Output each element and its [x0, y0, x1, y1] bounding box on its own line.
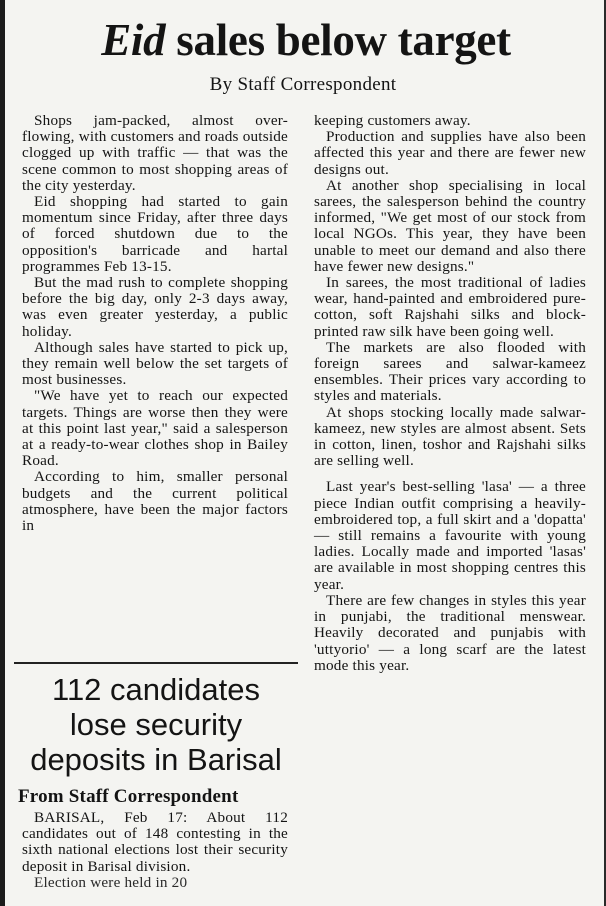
paragraph: "We have yet to reach our expected targets. Things are worse then they were at this point last year," said a salesperson at a ready-to-wear clothes shop in Bailey Road.: [22, 387, 288, 470]
story-divider: [14, 662, 298, 664]
article-column-right: [314, 113, 586, 674]
headline-line: lose security: [69, 707, 243, 742]
headline-rest: sales below target: [165, 15, 511, 65]
second-story-body: [22, 810, 288, 891]
article-column-left: [22, 113, 288, 534]
headline-eid: Eid: [101, 15, 166, 65]
paragraph: Last year's best-selling 'lasa' — a three piece Indian outfit comprising a heavily-embroidered top, a full skirt and a 'dopatta' — still remains a favourite with young ladies. Locally made and imported 'lasas' are available in most shopping centres this year.: [314, 478, 586, 593]
paragraph: BARISAL, Feb 17: About 112 candidates out of 148 contesting in the sixth national elections lost their security deposit in Barisal division.: [22, 809, 288, 875]
paragraph: At shops stocking locally made salwar-kameez, new styles are almost absent. Sets in cotton, linen, toshor and Rajshahi silks are selling well.: [314, 403, 586, 470]
headline-line: deposits in Barisal: [30, 742, 282, 777]
paragraph: Production and supplies have also been affected this year and there are fewer new designs out.: [314, 128, 586, 178]
paragraph: But the mad rush to complete shopping before the big day, only 2-3 days away, was even greater yesterday, a public holiday.: [22, 274, 288, 340]
paragraph: The markets are also flooded with foreign sarees and salwar-kameez ensembles. Their prices vary according to styles and materials.: [314, 338, 586, 405]
paragraph: Shops jam-packed, almost over-flowing, with customers and roads outside clogged up with traffic — that was the scene common to most shopping areas of the city yesterday.: [22, 112, 288, 194]
paragraph: Although sales have started to pick up, they remain well below the set targets of most businesses.: [22, 338, 288, 389]
paragraph: In sarees, the most traditional of ladies wear, hand-painted and embroidered pure-cotton, soft Rajshahi silks and block-printed raw silk have been going well.: [314, 274, 586, 340]
article-headline: [8, 12, 604, 68]
article-byline: By Staff Correspondent: [209, 74, 397, 95]
paragraph: According to him, smaller personal budgets and the current political atmosphere, have been the major factors in: [22, 468, 288, 535]
second-story-byline: From Staff Correspondent: [18, 786, 239, 807]
paragraph-cut-off: Election were held in 20: [34, 873, 188, 891]
second-story-headline: [14, 672, 298, 777]
paragraph: At another shop specialising in local sarees, the salesperson behind the country informed, "We get most of our stock from local NGOs. This year, they have been unable to meet our demand and also there have fewer new designs.": [314, 176, 586, 275]
paragraph: keeping customers away.: [314, 112, 471, 129]
paragraph: There are few changes in styles this year in punjabi, the traditional menswear. Heavily decorated and punjabis with 'uttyorio' — a long scarf are the latest mode this year.: [314, 591, 586, 674]
headline-line: 112 candidates: [52, 672, 260, 707]
left-border: [0, 0, 5, 906]
paragraph: Eid shopping had started to gain momentum since Friday, after three days of forced shutdown due to the opposition's barricade and hartal programmes Feb 13-15.: [22, 193, 288, 275]
